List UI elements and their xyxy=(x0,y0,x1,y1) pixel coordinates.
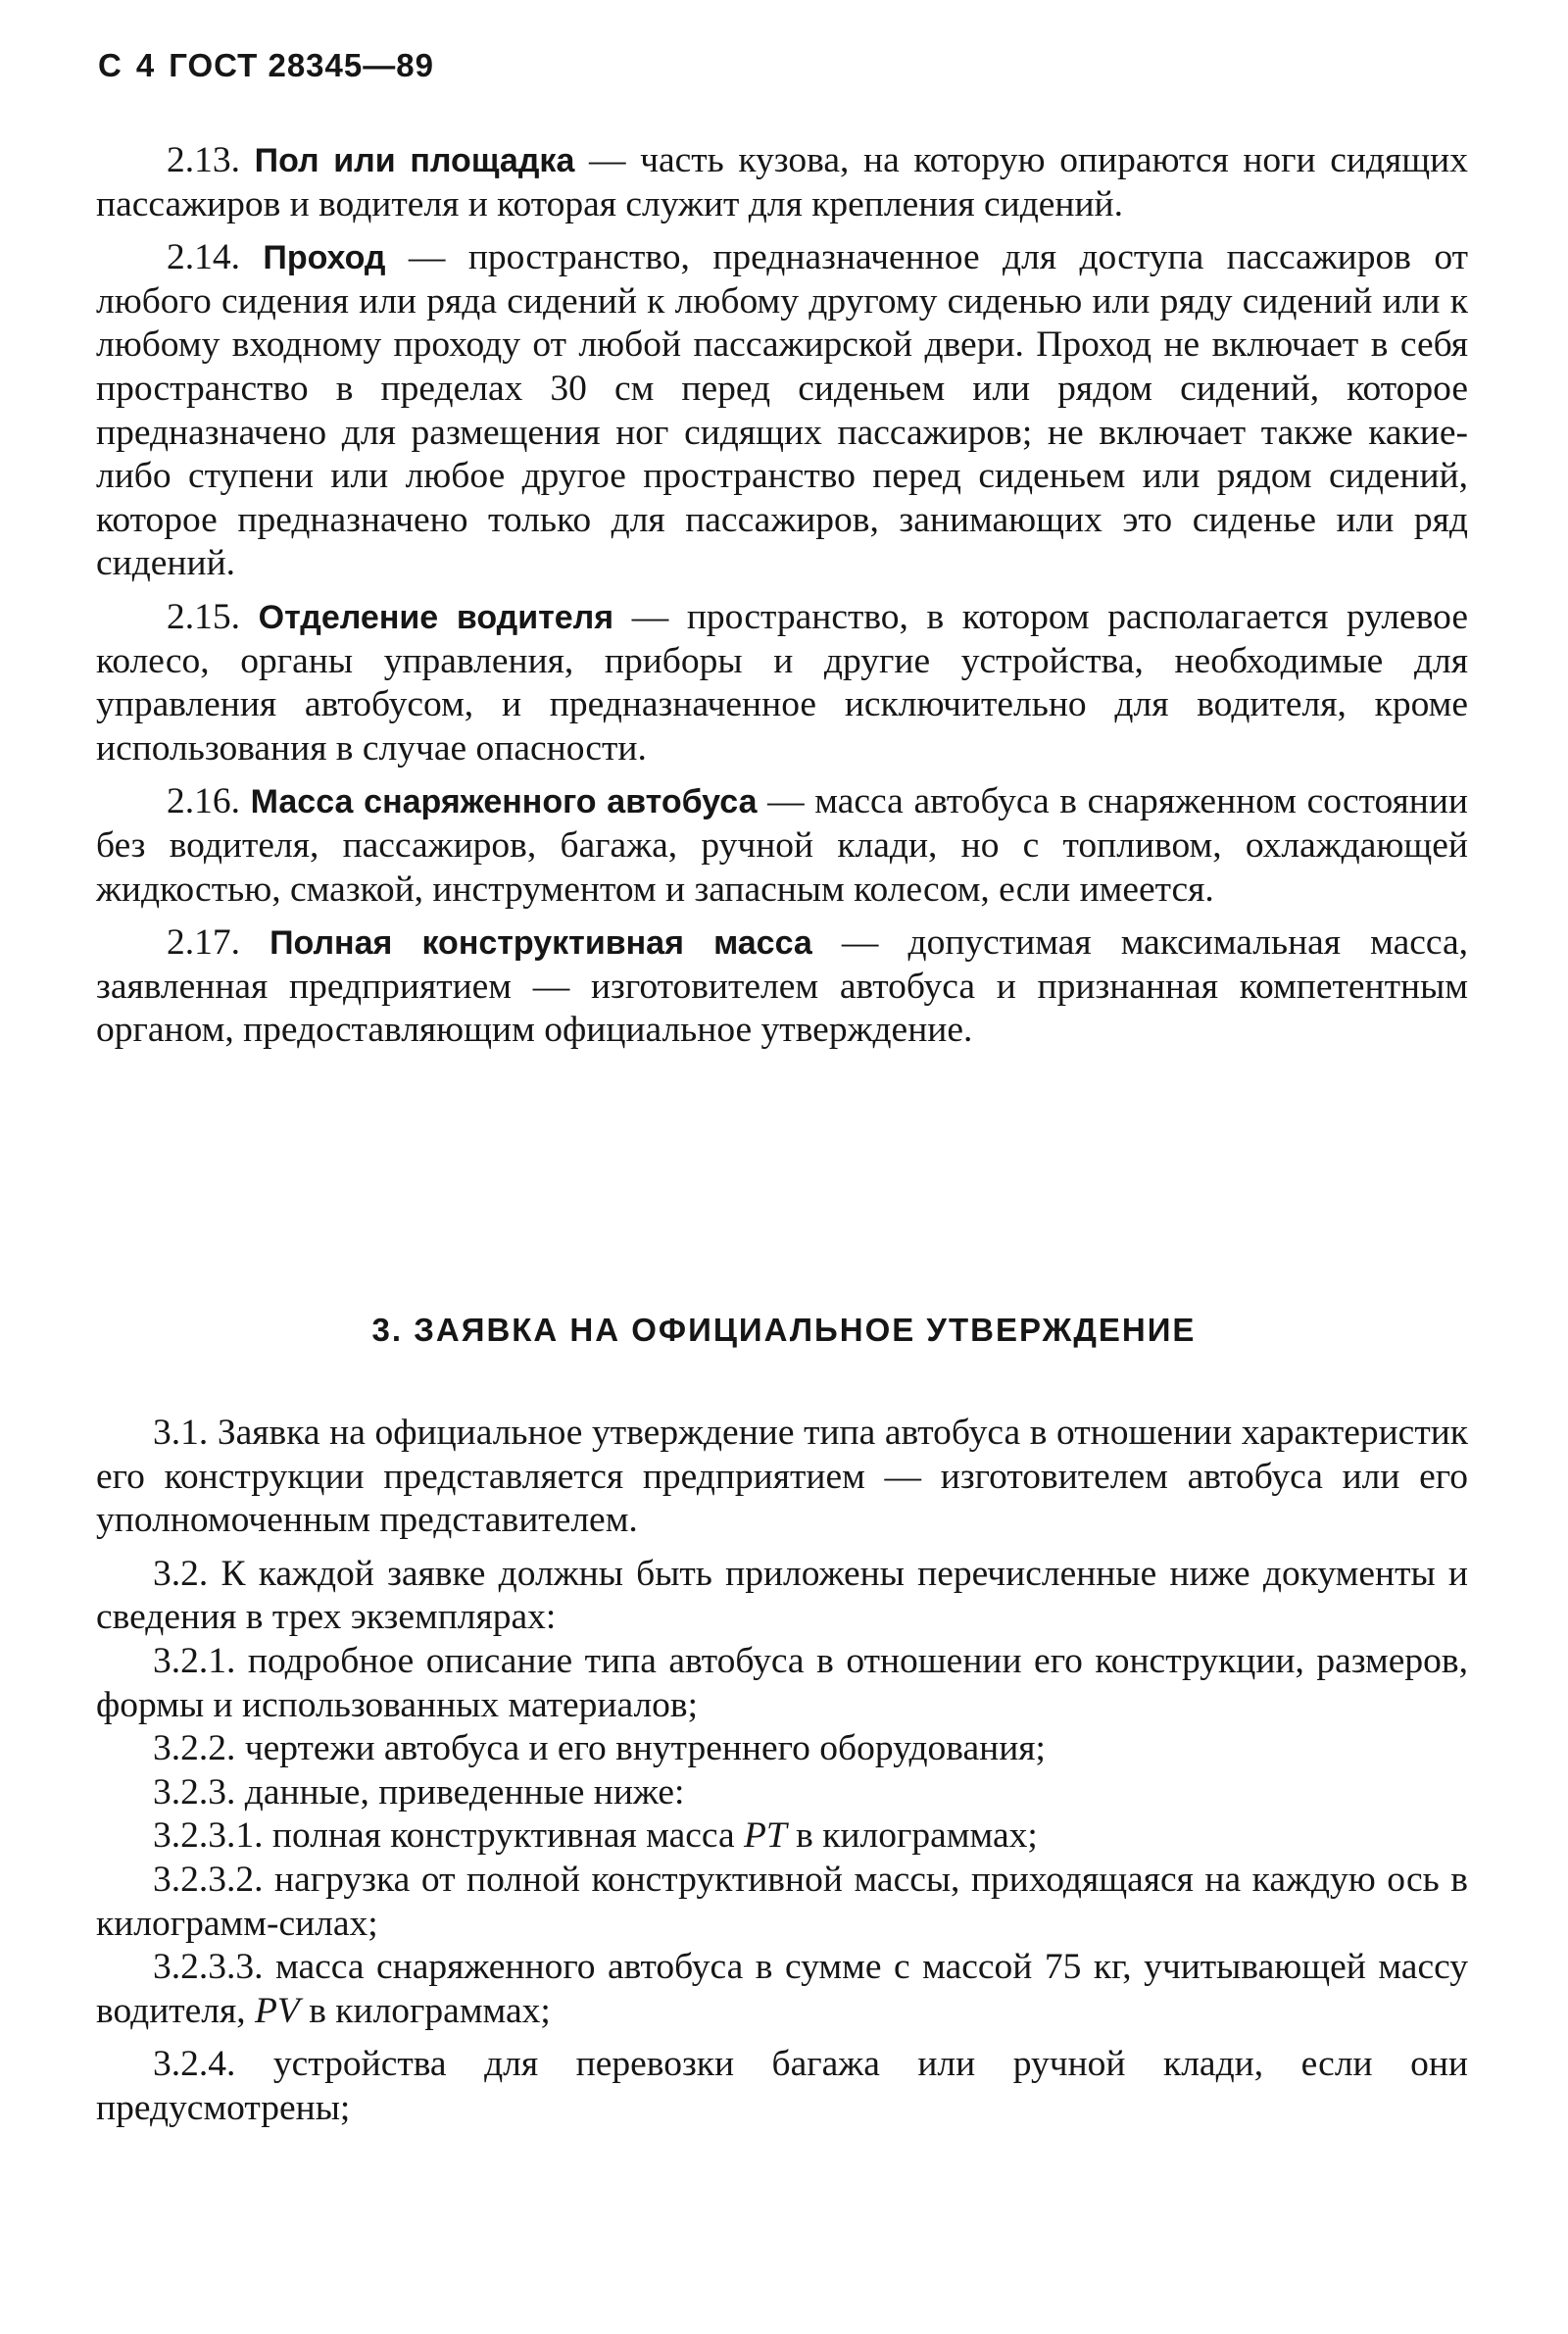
defined-term: Пол или площадка xyxy=(254,142,575,179)
clause-3-2-3: 3.2.3. данные, приведенные ниже: xyxy=(153,1771,685,1813)
defined-term: Проход xyxy=(263,239,386,277)
clause-3-2-3-3: 3.2.3.3. масса снаряженного автобуса в сумме с массой 75 кг, учитывающей массу водителя, PV в килограммах; xyxy=(96,1947,1468,2031)
defined-term: Масса снаряженного автобуса xyxy=(250,783,758,821)
page-header xyxy=(98,47,434,84)
section-2-definitions xyxy=(96,139,1468,1053)
definition-paragraph: 2.16. Масса снаряженного автобуса — масса автобуса в снаряженном состоянии без водителя, пассажиров, багажа, ручной клади, но с топливом, охлаждающей жидкостью, смазкой, инструментом и запасным колесом, если имеется. xyxy=(96,781,1468,910)
clause-3-1: 3.1. Заявка на официальное утверждение типа автобуса в отношении характеристик его конструкции представляется предприятием — изготовителем автобуса или его уполномоченным представителем. xyxy=(96,1413,1468,1541)
clause-3-2-2: 3.2.2. чертежи автобуса и его внутреннего оборудования; xyxy=(153,1728,1046,1769)
clause-3-2-4: 3.2.4. устройства для перевозки багажа или ручной клади, если они предусмотрены; xyxy=(96,2044,1468,2128)
clause-3-2: 3.2. К каждой заявке должны быть приложены перечисленные ниже документы и сведения в трех экземплярах: xyxy=(96,1553,1468,1638)
clause-3-2-3-1: 3.2.3.1. полная конструктивная масса PT в килограммах; xyxy=(153,1815,1038,1857)
variable-pv: PV xyxy=(255,1990,300,2031)
definition-paragraph: 2.14. Проход — пространство, предназначенное для доступа пассажиров от любого сидения или ряда сидений к любому другому сиденью или ряду сидений или к любому входному проходу от любой пассажирской двери. Проход не включает в себя пространство в пределах 30 см перед сиденьем или рядом сидений, которое предназначено для размещения ног сидящих пассажиров; не включает также какие-либо ступени или любое другое пространство перед сиденьем или рядом сидений, которое предназначено только для пассажиров, занимающих это сиденье или ряд сидений. xyxy=(96,237,1469,584)
standard-code: ГОСТ 28345—89 xyxy=(169,47,434,83)
definition-paragraph: 2.15. Отделение водителя — пространство, в котором располагается рулевое колесо, органы управления, приборы и другие устройства, необходимые для управления автобусом, и предназначенное исключительно для водителя, кроме использования в случае опасности. xyxy=(96,596,1468,769)
definition-paragraph: 2.13. Пол или площадка — часть кузова, на которую опираются ноги сидящих пассажиров и водителя и которая служит для крепления сидений. xyxy=(96,140,1468,224)
header-letter: С xyxy=(98,47,122,83)
defined-term: Полная конструктивная масса xyxy=(270,924,812,963)
variable-pt: PT xyxy=(744,1815,787,1857)
section-3-body xyxy=(96,1412,1468,2131)
definition-paragraph: 2.17. Полная конструктивная масса — допустимая максимальная масса, заявленная предприятием — изготовителем автобуса и признанная компетентным органом, предоставляющим официальное утверждение. xyxy=(96,922,1469,1051)
page-number: 4 xyxy=(135,47,156,83)
clause-3-2-3-2: 3.2.3.2. нагрузка от полной конструктивной массы, приходящаяся на каждую ось в килограмм-силах; xyxy=(96,1859,1468,1944)
clause-3-2-1: 3.2.1. подробное описание типа автобуса в отношении его конструкции, размеров, формы и использованных материалов; xyxy=(96,1640,1468,1725)
section-3-heading: 3. ЗАЯВКА НА ОФИЦИАЛЬНОЕ УТВЕРЖДЕНИЕ xyxy=(371,1312,1197,1348)
defined-term: Отделение водителя xyxy=(258,598,614,636)
